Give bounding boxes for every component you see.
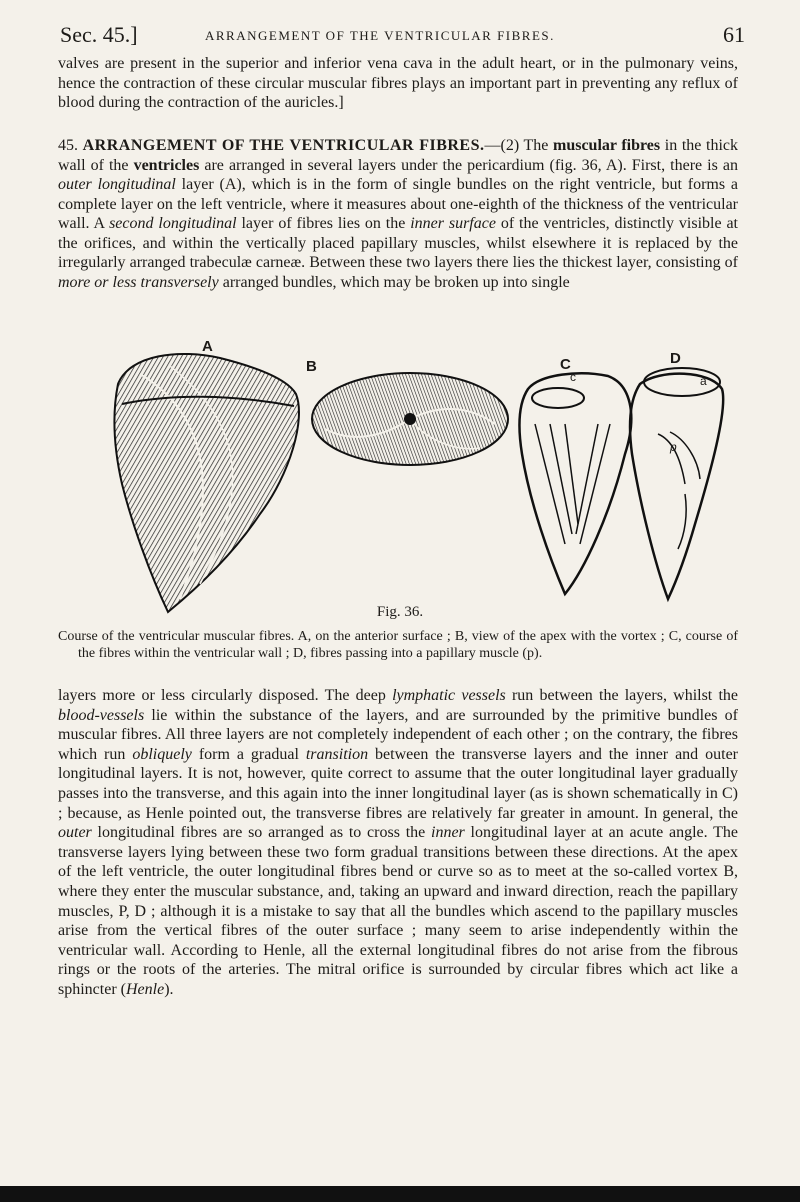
intro-paragraph: valves are present in the superior and inferior vena cava in the adult heart, or in the pulmonary veins, hence the contraction of these circular muscular fibres plays an important part in preventing any reflux of blood during the contraction of the auricles.] xyxy=(58,55,738,111)
figure-label-a: A xyxy=(202,338,213,355)
main-paragraph: layers more or less circularly disposed. The deep lymphatic vessels run between the layers, whilst the blood-vessels lie within the substance of the layers, and are surrounded by the primitive bundles of muscular fibres. All three layers are not completely independent of each other ; on the contrary, the fibres which run obliquely form a gradual transition between the transverse layers and the inner and outer longitudinal layers. It is not, however, quite correct to assume that the outer longitudinal layer gradually passes into the transverse, and this again into the inner longitudinal layer (as is shown schematically in C) ; because, as Henle pointed out, the transverse fibres are relatively far greater in amount. In general, the outer longitudinal fibres are so arranged as to cross the inner longitudinal layer at an acute angle. The transverse layers lying between these two form gradual transitions between these directions. At the apex of the left ventricle, the outer longitudinal fibres bend or curve so as to meet at the so-called vortex B, where they enter the muscular substance, and, taking an upward and inward direction, reach the papillary muscles, P, D ; although it is a mistake to say that all the bundles which ascend to the papillary muscles arise from the vertical fibres of the outer surface ; many seem to arise independently within the ventricular wall. According to Henle, all the external longitudinal fibres do not arise from the fibrous rings or the roots of the arteries. The mitral orifice is surrounded by circular fibres which act like a sphincter (Henle). xyxy=(58,687,738,998)
figure-illustration xyxy=(110,344,730,628)
figure-part-d xyxy=(630,368,723,599)
section-number: 45. xyxy=(58,137,78,154)
figure-part-b xyxy=(312,373,508,465)
figure-part-c xyxy=(520,373,632,594)
figure-36 xyxy=(110,338,730,628)
page-number: 61 xyxy=(723,22,745,47)
page-bottom-edge xyxy=(0,1186,800,1202)
section-ref: Sec. 45.] xyxy=(60,22,138,47)
figure-label-c-lower: c xyxy=(570,370,576,384)
figure-label-c: C xyxy=(560,356,571,373)
figure-label-a-lower: a xyxy=(700,374,707,388)
page-header xyxy=(60,22,745,50)
running-title: ARRANGEMENT OF THE VENTRICULAR FIBRES. xyxy=(205,28,555,43)
section-45-paragraph: 45. ARRANGEMENT OF THE VENTRICULAR FIBRES.—(2) The muscular fibres in the thick wall of the ventricles are arranged in several layers under the pericardium (fig. 36, A). First, there is an outer longitudinal layer (A), which is in the form of single bundles on the right ventricle, but forms a complete layer on the left ventricle, where it measures about one-eighth of the thickness of the ventricular wall. A second longitudinal layer of fibres lies on the inner surface of the ventricles, distinctly visible at the orifices, and within the vertically placed papillary muscles, whilst elsewhere it is replaced by the irregularly arranged trabeculæ carneæ. Between these two layers there lies the thickest layer, consisting of more or less transversely arranged bundles, which may be broken up into single xyxy=(58,137,739,291)
figure-label-d: D xyxy=(670,350,681,367)
figure-title: Fig. 36. xyxy=(376,604,424,620)
figure-part-a xyxy=(115,354,299,612)
section-heading: ARRANGEMENT OF THE VENTRICULAR FIBRES. xyxy=(82,137,485,154)
figure-caption: Course of the ventricular muscular fibres. A, on the anterior surface ; B, view of the apex with the vortex ; C, course of the fibres within the ventricular wall ; D, fibres passing into a papillary muscle (p). xyxy=(58,629,738,661)
figure-label-b: B xyxy=(306,358,317,375)
figure-label-p: p xyxy=(670,440,677,454)
